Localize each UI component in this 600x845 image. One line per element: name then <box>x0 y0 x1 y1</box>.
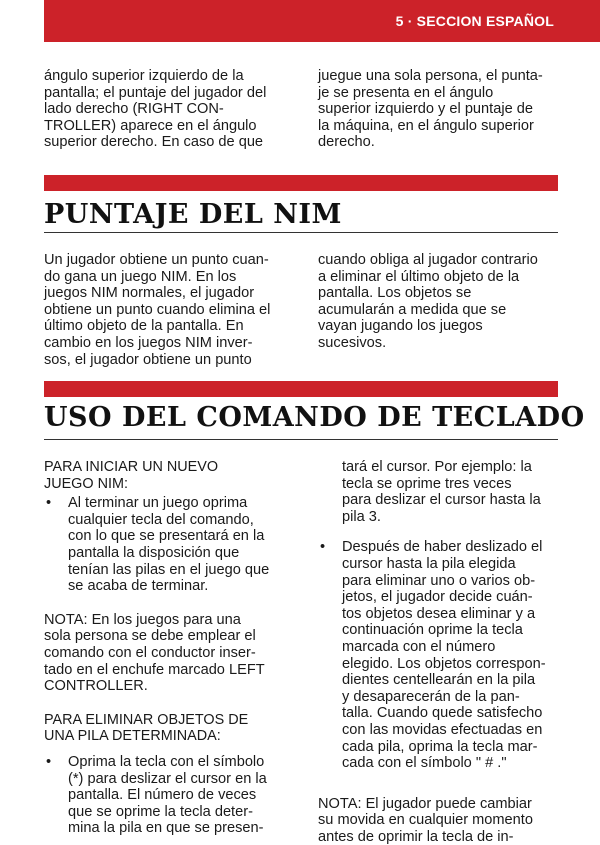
text-line: para deslizar el cursor hasta la <box>342 492 541 509</box>
text-line: último objeto de la pantalla. En <box>44 318 244 335</box>
bullet-text <box>68 754 269 837</box>
text-line: marcada con el número <box>342 638 496 655</box>
text-line: Después de haber deslizado el <box>342 539 543 556</box>
bullet-text <box>68 495 269 595</box>
text-line: tos objetos desea eliminar y a <box>342 605 536 622</box>
text-line: Oprima la tecla con el símbolo <box>68 753 265 770</box>
text-line: NOTA: En los juegos para una <box>44 611 241 628</box>
text-line: CONTROLLER. <box>44 678 148 695</box>
text-line: cada con el símbolo " # ." <box>342 755 507 772</box>
section2-left-column <box>44 459 269 837</box>
text-line: superior izquierdo y el puntaje de <box>318 101 533 118</box>
text-line: dientes centellearán en la pila <box>342 672 536 689</box>
nota-change-move <box>318 796 546 845</box>
text-line: tará el cursor. Por ejemplo: la <box>342 459 532 475</box>
text-line: talla. Cuando quede satisfecho <box>342 705 543 722</box>
bullet-text <box>342 539 546 771</box>
text-line: obtiene un punto cuando elimina el <box>44 301 271 318</box>
text-line: jetos, el jugador decide cuán- <box>342 589 533 606</box>
text-line: la máquina, en el ángulo superior <box>318 117 534 134</box>
text-line: a eliminar el último objeto de la <box>318 268 520 285</box>
intro-left-column <box>44 68 266 151</box>
text-line: pila 3. <box>342 508 381 525</box>
bullet-icon: • <box>46 753 52 770</box>
subheading-remove-objects <box>44 712 269 745</box>
text-line: ángulo superior izquierdo de la <box>44 68 244 84</box>
subheading-start-game <box>44 459 269 492</box>
text-line: do gana un juego NIM. En los <box>44 268 237 285</box>
text-line: NOTA: El jugador puede cambiar <box>318 795 532 812</box>
text-line: JUEGO NIM: <box>44 475 128 492</box>
text-line: cada pila, oprima la tecla mar- <box>342 738 538 755</box>
text-line: UNA PILA DETERMINADA: <box>44 728 221 745</box>
section2-rule <box>44 439 558 440</box>
section1-right-column <box>318 252 538 352</box>
section1-left-column <box>44 252 270 368</box>
text-line: para eliminar uno o varios ob- <box>342 572 536 589</box>
text-line: mina la pila en que se presen- <box>68 820 264 837</box>
text-line: (*) para deslizar el cursor en la <box>68 770 267 787</box>
section-label: 5 · SECCION ESPAÑOL <box>395 13 554 29</box>
section2-red-band <box>44 381 558 397</box>
section2-right-column <box>318 459 546 845</box>
text-line: pantalla la disposición que <box>68 544 240 561</box>
text-line: con lo que se presentará en la <box>68 528 265 545</box>
bullet-icon: • <box>320 539 326 556</box>
text-line: sos, el jugador obtiene un punto <box>44 351 252 368</box>
text-line: cuando obliga al jugador contrario <box>318 252 538 268</box>
text-line: PARA ELIMINAR OBJETOS DE <box>44 711 249 728</box>
text-line: continuación oprime la tecla <box>342 622 523 639</box>
text-line: PARA INICIAR UN NUEVO <box>44 459 219 475</box>
text-line: pantalla; el puntaje del jugador del <box>44 84 267 101</box>
text-line: pantalla. Los objetos se <box>318 285 472 302</box>
nota-one-player <box>44 612 269 695</box>
section1-red-band <box>44 175 558 191</box>
text-line: lado derecho (RIGHT CON- <box>44 101 224 118</box>
text-line: vayan jugando los juegos <box>318 318 483 335</box>
bullet-item-select-pile <box>44 754 269 837</box>
text-line: juegue una sola persona, el punta- <box>318 68 543 84</box>
header-bar <box>44 0 600 42</box>
text-line: je se presenta en el ángulo <box>318 84 494 101</box>
bullet-item-start-game <box>44 495 269 595</box>
text-line: su movida en cualquier momento <box>318 812 533 829</box>
text-line: TROLLER) aparece en el ángulo <box>44 117 257 134</box>
text-line: tenían las pilas en el juego que <box>68 561 270 578</box>
text-line: cursor hasta la pila elegida <box>342 555 516 572</box>
text-line: se acaba de terminar. <box>68 578 209 595</box>
text-line: antes de oprimir la tecla de in- <box>318 828 514 845</box>
text-line: pantalla. El número de veces <box>68 787 257 804</box>
intro-right-column <box>318 68 543 151</box>
text-line: con las movidas efectuadas en <box>342 721 543 738</box>
text-line: y desaparecerán de la pan- <box>342 688 520 705</box>
text-line: que se oprime la tecla deter- <box>68 803 253 820</box>
text-line: tado en el enchufe marcado LEFT <box>44 661 265 678</box>
text-line: cambio en los juegos NIM inver- <box>44 334 253 351</box>
section1-rule <box>44 232 558 233</box>
text-line: Un jugador obtiene un punto cuan- <box>44 252 269 268</box>
text-line: comando con el conductor inser- <box>44 644 256 661</box>
bullet-item-remove-objects <box>318 539 546 771</box>
text-line: elegido. Los objetos correspon- <box>342 655 546 672</box>
section1-title: PUNTAJE DEL NIM <box>44 199 342 230</box>
text-line: Al terminar un juego oprima <box>68 495 248 512</box>
section2-title: USO DEL COMANDO DE TECLADO <box>44 402 585 433</box>
text-line: cualquier tecla del comando, <box>68 511 254 528</box>
text-line: derecho. <box>318 134 375 151</box>
bullet-continuation <box>318 459 546 525</box>
text-line: superior derecho. En caso de que <box>44 134 264 151</box>
text-line: tecla se oprime tres veces <box>342 475 512 492</box>
bullet-icon: • <box>46 495 52 512</box>
text-line: acumularán a medida que se <box>318 301 507 318</box>
text-line: juegos NIM normales, el jugador <box>44 285 255 302</box>
text-line: sola persona se debe emplear el <box>44 628 256 645</box>
text-line: sucesivos. <box>318 334 387 351</box>
